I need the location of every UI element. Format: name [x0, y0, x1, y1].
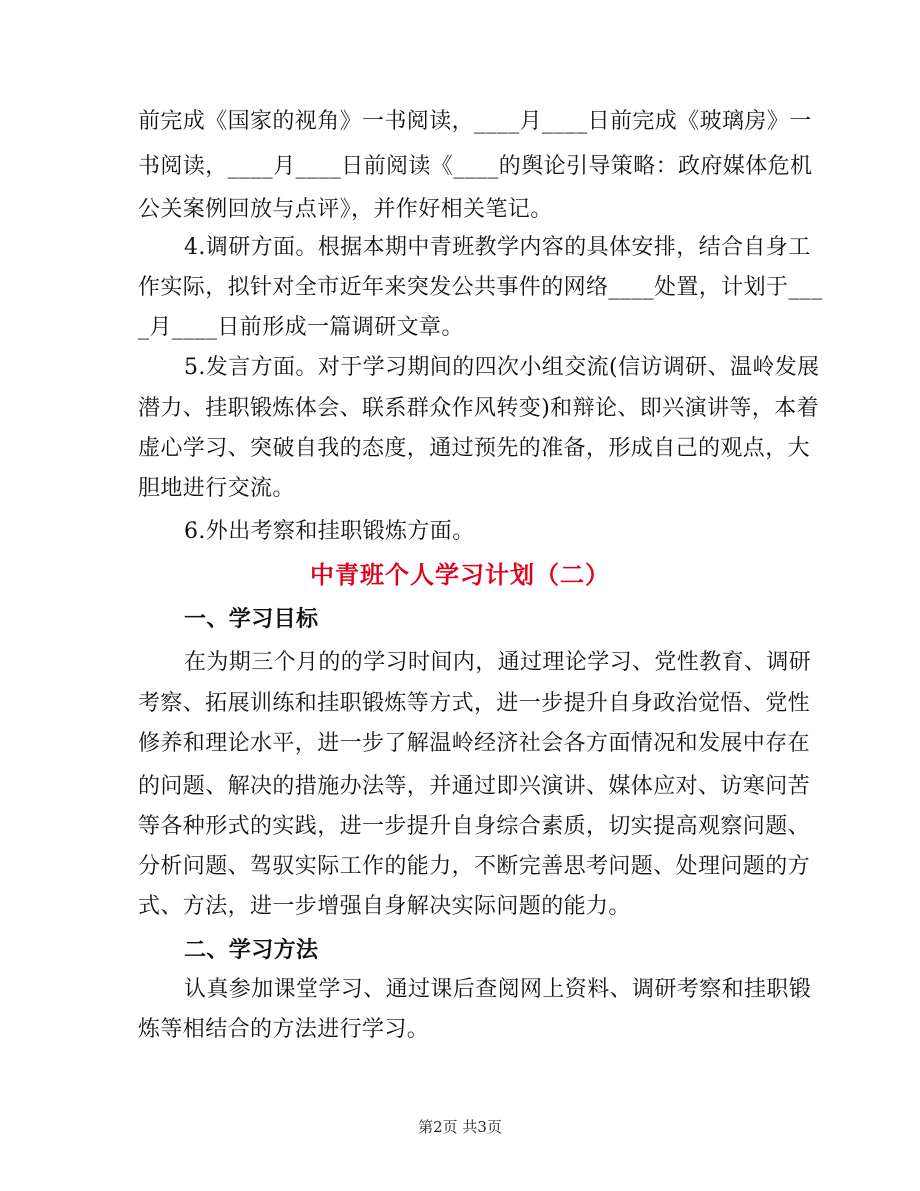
body-line: 公关案例回放与点评》，并作好相关笔记。 [138, 197, 553, 222]
body-line: 考察、拓展训练和挂职锻炼等方式，进一步提升自身政治觉悟、党性 [138, 691, 811, 716]
body-line: 虚心学习、突破自我的态度，通过预先的准备，形成自己的观点，大 [138, 436, 811, 461]
body-line: 炼等相结合的方法进行学习。 [138, 1017, 430, 1042]
body-line: 前完成《国家的视角》一书阅读，____月____日前完成《玻璃房》一 [138, 109, 812, 134]
section-title: 中青班个人学习计划（二） [310, 560, 610, 589]
body-line: 在为期三个月的的学习时间内，通过理论学习、党性教育、调研 [184, 650, 812, 675]
body-line: 分析问题、驾驭实际工作的能力，不断完善思考问题、处理问题的方 [138, 854, 811, 879]
page-number-footer: 第2页 共3页 [418, 1118, 502, 1136]
section-5-line: 5.发言方面。对于学习期间的四次小组交流(信访调研、温岭发展 [184, 355, 820, 380]
body-line: 等各种形式的实践，进一步提升自身综合素质，切实提高观察问题、 [138, 814, 811, 839]
body-line: 修养和理论水平，进一步了解温岭经济社会各方面情况和发展中存在 [138, 731, 811, 756]
body-line: 书阅读，____月____日前阅读《____的舆论引导策略：政府媒体危机 [138, 154, 813, 179]
section-4-line: 4.调研方面。根据本期中青班教学内容的具体安排，结合自身工 [184, 235, 811, 260]
heading-study-methods: 二、学习方法 [184, 937, 319, 963]
section-6-line: 6.外出考察和挂职锻炼方面。 [184, 519, 475, 544]
body-line: 认真参加课堂学习、通过课后查阅网上资料、调研考察和挂职锻 [184, 977, 812, 1002]
body-line: 胆地进行交流。 [138, 476, 295, 501]
body-line: 作实际，拟针对全市近年来突发公共事件的网络____处置，计划于___ [138, 275, 823, 300]
body-line: 潜力、挂职锻炼体会、联系群众作风转变)和辩论、即兴演讲等，本着 [138, 396, 819, 421]
heading-study-goals: 一、学习目标 [184, 606, 319, 632]
body-line: 式、方法，进一步增强自身解决实际问题的能力。 [138, 894, 631, 919]
body-line: _月____日前形成一篇调研文章。 [138, 315, 464, 340]
body-line: 的问题、解决的措施办法等，并通过即兴演讲、媒体应对、访寒问苦 [138, 774, 811, 799]
